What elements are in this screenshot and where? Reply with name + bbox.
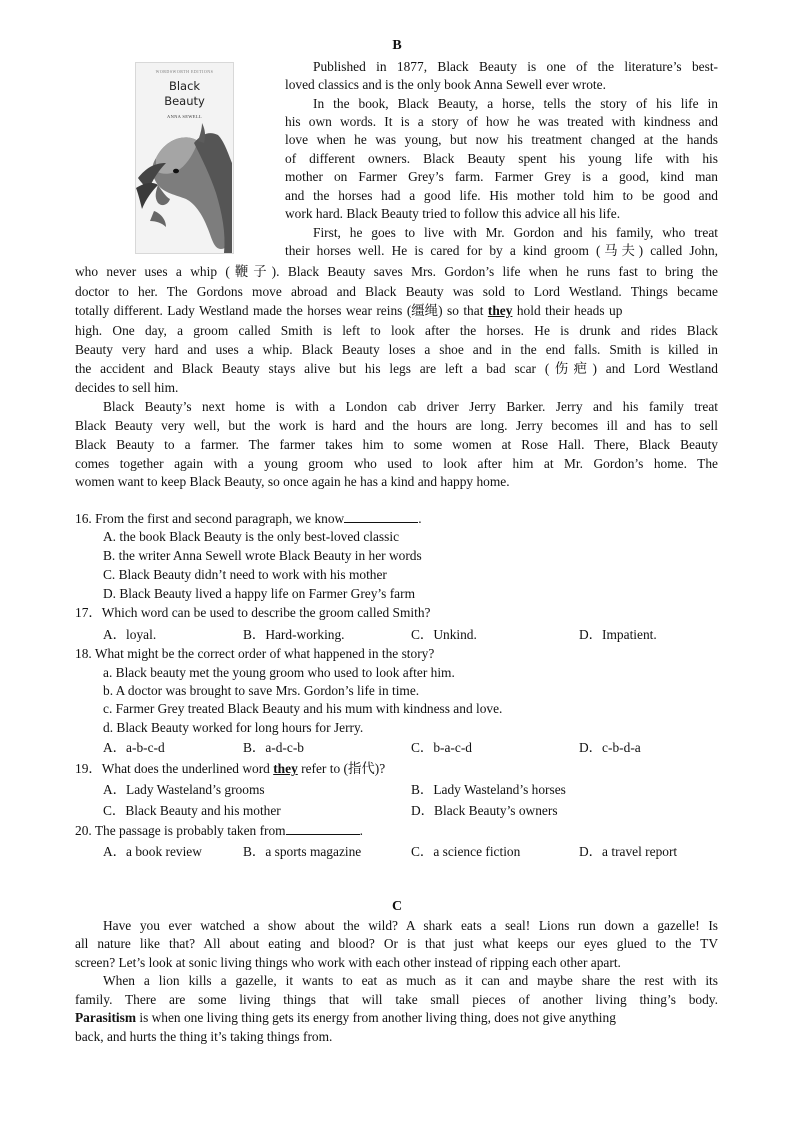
b-p4-line2: Black Beauty very well, but the work is hard and the hours are long. Jerry becomes ill and has to sell (75, 418, 718, 433)
q18-stem: 18. What might be the correct order of what happened in the story? (75, 646, 435, 661)
section-b-heading: B (392, 38, 402, 53)
q18-option-c[interactable]: C．b-a-c-d (411, 740, 472, 755)
b-p3-line1: First, he goes to live with Mr. Gordon and his family, who treat (313, 225, 718, 240)
q16-stem (75, 510, 422, 528)
q18-option-b[interactable]: B．a-d-c-b (243, 740, 304, 755)
b-p3-line3: who never uses a whip (鞭子). Black Beauty saves Mrs. Gordon’s life when he runs fast to bring the (75, 264, 718, 279)
q16-option-c[interactable]: C. Black Beauty didn’t need to work with his mother (103, 567, 387, 582)
b-p2-line7: work hard. Black Beauty tried to follow this advice all his life. (285, 206, 621, 221)
q18-option-a[interactable]: A．a-b-c-d (103, 740, 165, 755)
q17-stem: 17．Which word can be used to describe the groom called Smith? (75, 605, 431, 620)
q19-stem-after: refer to (指代)? (297, 761, 386, 776)
q16-answer-blank[interactable] (344, 510, 418, 523)
q19-option-d[interactable]: D．Black Beauty’s owners (411, 803, 558, 818)
q18-event-c: c. Farmer Grey treated Black Beauty and his mum with kindness and love. (103, 701, 503, 716)
b-p3-line9: decides to sell him. (75, 380, 179, 395)
b-p2-line5: mother on Farmer Grey’s farm. Farmer Grey is a good, kind man (285, 169, 718, 184)
q20-stem (75, 822, 363, 840)
q17-option-c[interactable]: C．Unkind. (411, 627, 477, 642)
q17-option-a[interactable]: A．loyal. (103, 627, 157, 642)
q20-option-a[interactable]: A．a book review (103, 844, 202, 859)
underlined-word-they: they (487, 303, 513, 318)
cover-publisher: WORDSWORTH EDITIONS (155, 69, 214, 74)
q20-option-c[interactable]: C．a science fiction (411, 844, 521, 859)
b-p3-line8: the accident and Black Beauty stays alive but his legs are left a bad scar (伤疤) and Lord Westland (75, 361, 718, 376)
b-p2-line2: his own words. It is a story of how he was treated with kindness and (285, 114, 718, 129)
b-p3-line7: Beauty very hard and uses a whip. Black Beauty loses a shoe and in the end falls. Smith is killed in (75, 342, 718, 357)
b-p3-they-before: totally different. Lady Westland made the horses wear reins (缰绳) so that (75, 303, 488, 318)
c-p1-line2: all nature like that? All about eating and blood? Or is that just what keeps our eyes glued to the TV (75, 936, 718, 951)
b-p4-line5: women want to keep Black Beauty, so once again he has a kind and happy home. (75, 474, 510, 489)
c-p2-line3-text: is when one living thing gets its energy from another living thing, does not give anything (136, 1010, 616, 1025)
q19-underlined-they: they (273, 761, 298, 776)
b-p3-line6: high. One day, a groom called Smith is left to look after the horses. He is drunk and rides Black (75, 323, 718, 338)
c-term-parasitism: Parasitism (75, 1010, 136, 1025)
q19-stem-before: 19．What does the underlined word (75, 761, 274, 776)
b-p2-line6: and the horses had a good life. His mother told him to be good and (285, 188, 718, 203)
q18-event-d: d. Black Beauty worked for long hours for Jerry. (103, 720, 364, 735)
b-p3-line4: doctor to her. The Gordons move abroad and Black Beauty was sold to Lord Westland. Things became (75, 284, 718, 299)
horse-illustration (136, 63, 233, 253)
q20-option-d[interactable]: D．a travel report (579, 844, 678, 859)
q17-option-d[interactable]: D．Impatient. (579, 627, 657, 642)
c-p2-line4: back, and hurts the thing it’s taking things from. (75, 1029, 333, 1044)
c-p2-line2: family. There are some living things that will take small pieces of another living thing’s body. (75, 992, 718, 1007)
q20-stem-end: . (359, 823, 363, 838)
b-p2-line4: of different owners. Black Beauty spent his young life with his (285, 151, 718, 166)
b-p4-line1: Black Beauty’s next home is with a London cab driver Jerry Barker. Jerry and his family treat (103, 399, 718, 414)
q16-stem-text: 16. From the first and second paragraph, we know (75, 511, 345, 526)
q20-option-b[interactable]: B．a sports magazine (243, 844, 362, 859)
c-p2-line3 (75, 1009, 718, 1027)
q19-stem (75, 760, 385, 778)
cover-author: ANNA SEWELL (167, 114, 202, 119)
c-p2-line1: When a lion kills a gazelle, it wants to eat as much as it can and maybe share the rest with its (103, 973, 718, 988)
q19-option-a[interactable]: A．Lady Wasteland’s grooms (103, 782, 265, 797)
q17-option-b[interactable]: B．Hard-working. (243, 627, 345, 642)
q18-event-a: a. Black beauty met the young groom who used to look after him. (103, 665, 455, 680)
cover-title-line1: Black (168, 79, 201, 93)
b-p1-line1: Published in 1877, Black Beauty is one of the literature’s best- (313, 59, 718, 74)
b-p3-they-after: hold their heads up (512, 303, 623, 318)
book-cover-image (135, 62, 234, 254)
q16-option-b[interactable]: B. the writer Anna Sewell wrote Black Beauty in her words (103, 548, 422, 563)
q16-option-d[interactable]: D. Black Beauty lived a happy life on Farmer Grey’s farm (103, 586, 415, 601)
b-p2-line1: In the book, Black Beauty, a horse, tells the story of his life in (313, 96, 718, 111)
b-p2-line3: love when he was young, but now his treatment changed at the hands (285, 132, 718, 147)
q20-answer-blank[interactable] (286, 822, 360, 835)
q20-stem-text: 20. The passage is probably taken from (75, 823, 286, 838)
c-p1-line3: screen? Let’s look at sonic living things who work with each other instead of ripping each other apart. (75, 955, 621, 970)
b-p3-line2: their horses well. He is cared for by a kind groom (马夫) called John, (285, 243, 718, 258)
b-p4-line4: comes together again with a young groom who used to look after him at Mr. Gordon’s home. The (75, 456, 718, 471)
b-p1-line2: loved classics and is the only book Anna Sewell ever wrote. (285, 77, 606, 92)
q18-event-b: b. A doctor was brought to save Mrs. Gordon’s life in time. (103, 683, 420, 698)
cover-title-line2: Beauty (164, 94, 205, 108)
section-c-heading: C (391, 899, 403, 914)
b-p3-line5 (75, 302, 718, 320)
q16-stem-end: . (418, 511, 422, 526)
q18-option-d[interactable]: D．c-b-d-a (579, 740, 641, 755)
b-p4-line3: Black Beauty to a farmer. The farmer takes him to some women at Rose Hall. There, Black Beauty (75, 437, 718, 452)
q19-option-c[interactable]: C．Black Beauty and his mother (103, 803, 281, 818)
q16-option-a[interactable]: A. the book Black Beauty is the only best-loved classic (103, 529, 400, 544)
q19-option-b[interactable]: B．Lady Wasteland’s horses (411, 782, 566, 797)
c-p1-line1: Have you ever watched a show about the wild? A shark eats a seal! Lions run down a gazelle! Is (103, 918, 718, 933)
